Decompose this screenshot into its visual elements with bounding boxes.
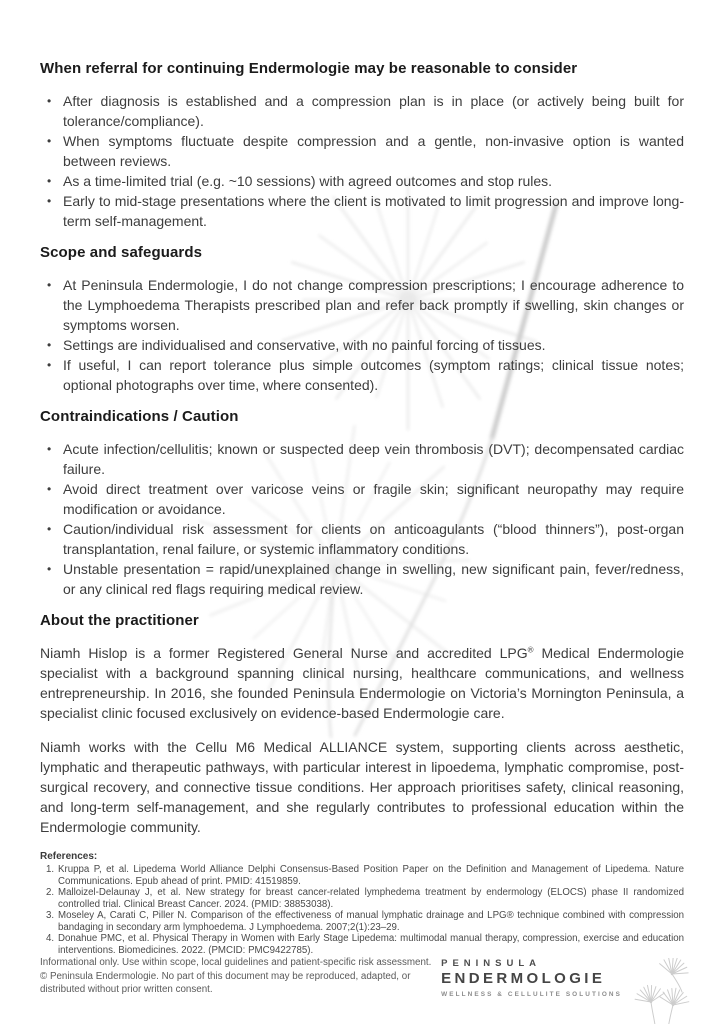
reference-item: Kruppa P, et al. Lipedema World Alliance Delphi Consensus-Based Position Paper on the Definition and Management of Lipedema. Nature Communications. Epub ahead of print. PMID: 41519859. xyxy=(58,864,684,887)
bullet-item: • Caution/individual risk assessment for clients on anticoagulants (“blood thinners”), post-organ transplantation, renal failure, or systemic inflammatory conditions. xyxy=(40,519,684,559)
brand-logo-text xyxy=(441,958,622,998)
scope-bullet-list xyxy=(40,275,684,395)
about-paragraph-2: Niamh works with the Cellu M6 Medical ALLIANCE system, supporting clients across aesthetic, lymphatic and therapeutic pathways, with particular interest in lipoedema, lymphatic compromise, post-surgical recovery, and connective tissue conditions. Her approach prioritises safety, clinical reasoning, and long-term self-management, and she regularly contributes to professional education within the Endermologie community. xyxy=(40,739,684,835)
registered-trademark-symbol: ® xyxy=(527,645,534,655)
footer-disclaimer xyxy=(40,956,441,997)
bullet-item: • As a time-limited trial (e.g. ~10 sessions) with agreed outcomes and stop rules. xyxy=(40,171,684,191)
references-section xyxy=(40,851,684,956)
bullet-item: • Avoid direct treatment over varicose veins or fragile skin; significant neuropathy may require modification or avoidance. xyxy=(40,479,684,519)
bullet-item: • Settings are individualised and conservative, with no painful forcing of tissues. xyxy=(40,335,684,355)
reference-item: Moseley A, Carati C, Piller N. Comparison of the effectiveness of manual lymphatic drainage and LPG® technique combined with compression bandaging in secondary arm lymphoedema. J Lymphoedema. 2007;2(1):23–29. xyxy=(58,910,684,933)
about-p1-text: Niamh Hislop is a former Registered General Nurse and accredited LPG xyxy=(40,645,528,661)
about-p1-text-continued: Medical Endermologie specialist with a background spanning clinical nursing, healthcare communications, and wellness entrepreneurship. In 2016, she founded Peninsula Endermologie on Victoria’s Mornington Peninsula, a specialist clinic focused exclusively on evidence-based Endermologie care. xyxy=(40,645,684,721)
brand-logo xyxy=(441,958,700,1024)
reference-item: Donahue PMC, et al. Physical Therapy in Women with Early Stage Lipedema: multimodal manual therapy, compression, exercise and education interventions. Biomedicines. 2022. (PMCID: PMC9422785). xyxy=(58,933,684,956)
logo-brand-name-main: ENDERMOLOGIE xyxy=(441,970,606,987)
disclaimer-line: Informational only. Use within scope, local guidelines and patient-specific risk assessment. xyxy=(40,957,432,968)
bullet-item: • After diagnosis is established and a compression plan is in place (or actively being built for tolerance/compliance). xyxy=(40,91,684,131)
references-heading: References: xyxy=(40,851,98,862)
about-paragraph-1 xyxy=(40,643,684,723)
bullet-item: • Acute infection/cellulitis; known or suspected deep vein thrombosis (DVT); decompensated cardiac failure. xyxy=(40,439,684,479)
logo-brand-name-top: PENINSULA xyxy=(441,958,542,969)
bullet-item: • Early to mid-stage presentations where the client is motivated to limit progression and improve long-term self-management. xyxy=(40,191,684,231)
referral-bullet-list xyxy=(40,91,684,231)
dandelion-seeds-icon xyxy=(628,958,700,1024)
disclaimer-line: © Peninsula Endermologie. No part of this document may be reproduced, adapted, or xyxy=(40,970,411,982)
bullet-item: • If useful, I can report tolerance plus simple outcomes (symptom ratings; clinical tissue notes; optional photographs over time, where consented). xyxy=(40,355,684,395)
section-heading-about: About the practitioner xyxy=(40,612,199,629)
bullet-item: • When symptoms fluctuate despite compression and a gentle, non-invasive option is wanted between reviews. xyxy=(40,131,684,171)
contraindications-bullet-list xyxy=(40,439,684,599)
disclaimer-line: distributed without prior written consent. xyxy=(40,984,213,996)
document-content xyxy=(40,60,684,956)
reference-item: Malloizel-Delaunay J, et al. New strategy for breast cancer-related lymphedema treatment by endermology (ELOCS) phase II randomized controlled trial. Clinical Breast Cancer. 2024. (PMID: 38853038). xyxy=(58,887,684,910)
bullet-item: • Unstable presentation = rapid/unexplained change in swelling, new significant pain, fever/redness, or any clinical red flags requiring medical review. xyxy=(40,559,684,599)
references-list xyxy=(48,864,684,956)
bullet-item: • At Peninsula Endermologie, I do not change compression prescriptions; I encourage adherence to the Lymphoedema Therapists prescribed plan and refer back promptly if swelling, skin changes or symptoms worsen. xyxy=(40,275,684,335)
section-heading-scope: Scope and safeguards xyxy=(40,244,203,261)
section-heading-contraindications: Contraindications / Caution xyxy=(40,408,239,425)
section-heading-referral: When referral for continuing Endermologie may be reasonable to consider xyxy=(40,60,578,77)
page-footer xyxy=(40,956,700,1024)
logo-tagline: WELLNESS & CELLULITE SOLUTIONS xyxy=(441,991,622,998)
